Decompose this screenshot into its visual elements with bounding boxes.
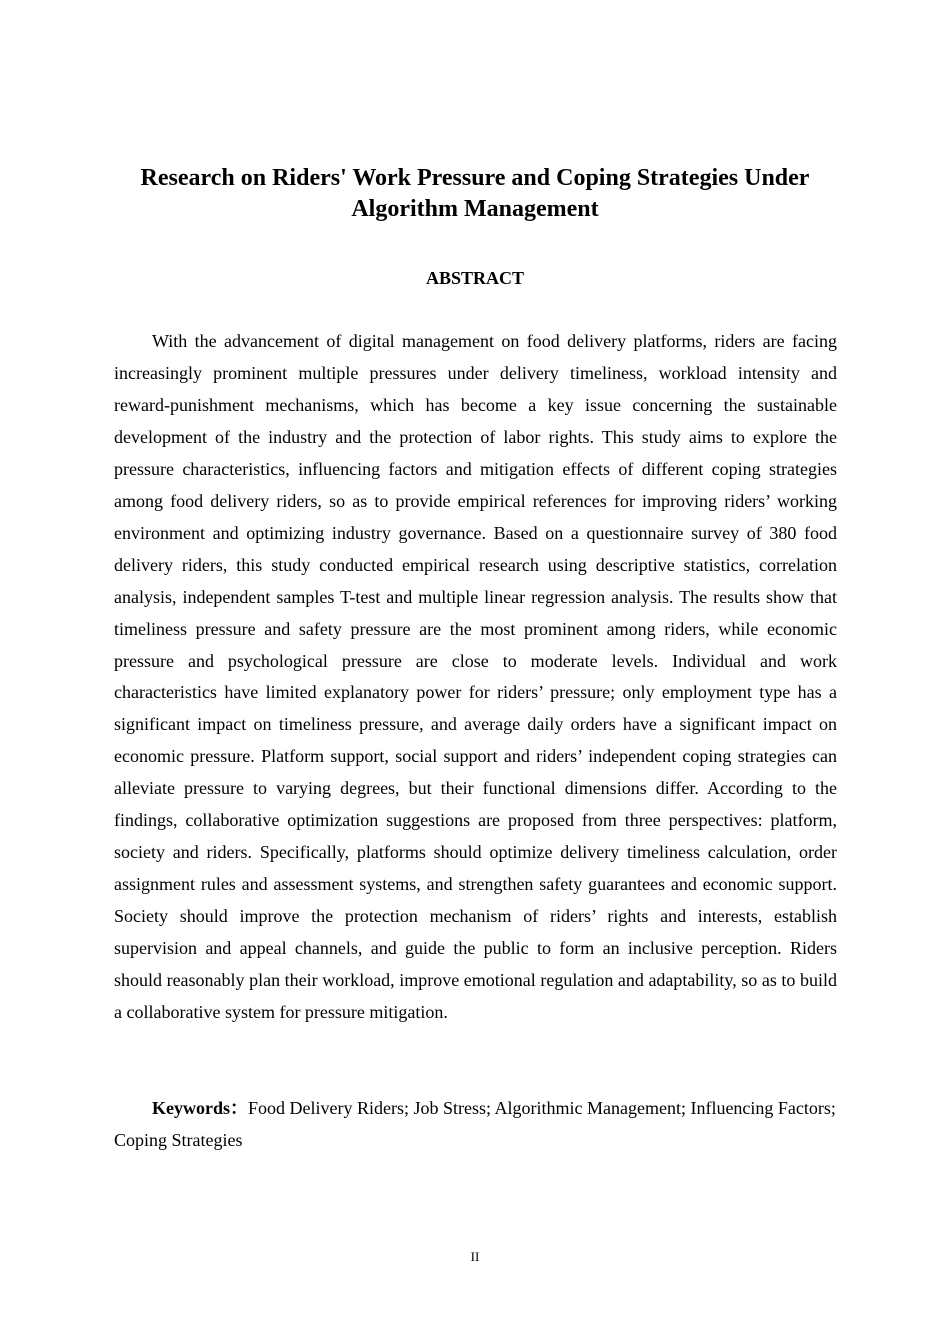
abstract-heading: ABSTRACT (425, 268, 525, 288)
keywords-text: Food Delivery Riders; Job Stress; Algorithmic Management; Influencing Factors; Coping Strategies (114, 1098, 836, 1150)
abstract-body: With the advancement of digital management on food delivery platforms, riders are facing increasingly prominent multiple pressures under delivery timeliness, workload intensity and reward-punishment mechanisms, which has become a key issue concerning the sustainable development of the industry and the protection of labor rights. This study aims to explore the pressure characteristics, influencing factors and mitigation effects of different coping strategies among food delivery riders, so as to provide empirical references for improving riders’ working environment and optimizing industry governance. Based on a questionnaire survey of 380 food delivery riders, this study conducted empirical research using descriptive statistics, correlation analysis, independent samples T-test and multiple linear regression analysis. The results show that timeliness pressure and safety pressure are the most prominent among riders, while economic pressure and psychological pressure are close to moderate levels. Individual and work characteristics have limited explanatory power for riders’ pressure; only employment type has a significant impact on timeliness pressure, and average daily orders have a significant impact on economic pressure. Platform support, social support and riders’ independent coping strategies can alleviate pressure to varying degrees, but their functional dimensions differ. According to the findings, collaborative optimization suggestions are proposed from three perspectives: platform, society and riders. Specifically, platforms should optimize delivery timeliness calculation, order assignment rules and assessment systems, and strengthen safety guarantees and economic support. Society should improve the protection mechanism of riders’ rights and interests, establish supervision and appeal channels, and guide the public to form an inclusive perception. Riders should reasonably plan their workload, improve emotional regulation and adaptability, so as to build a collaborative system for pressure mitigation. (114, 331, 837, 1023)
page-number: II (470, 1249, 480, 1264)
keywords-paragraph (114, 1092, 837, 1156)
keywords-label: Keywords： (152, 1098, 248, 1118)
document-title: Research on Riders' Work Pressure and Coping Strategies Under Algorithm Management (140, 165, 810, 222)
